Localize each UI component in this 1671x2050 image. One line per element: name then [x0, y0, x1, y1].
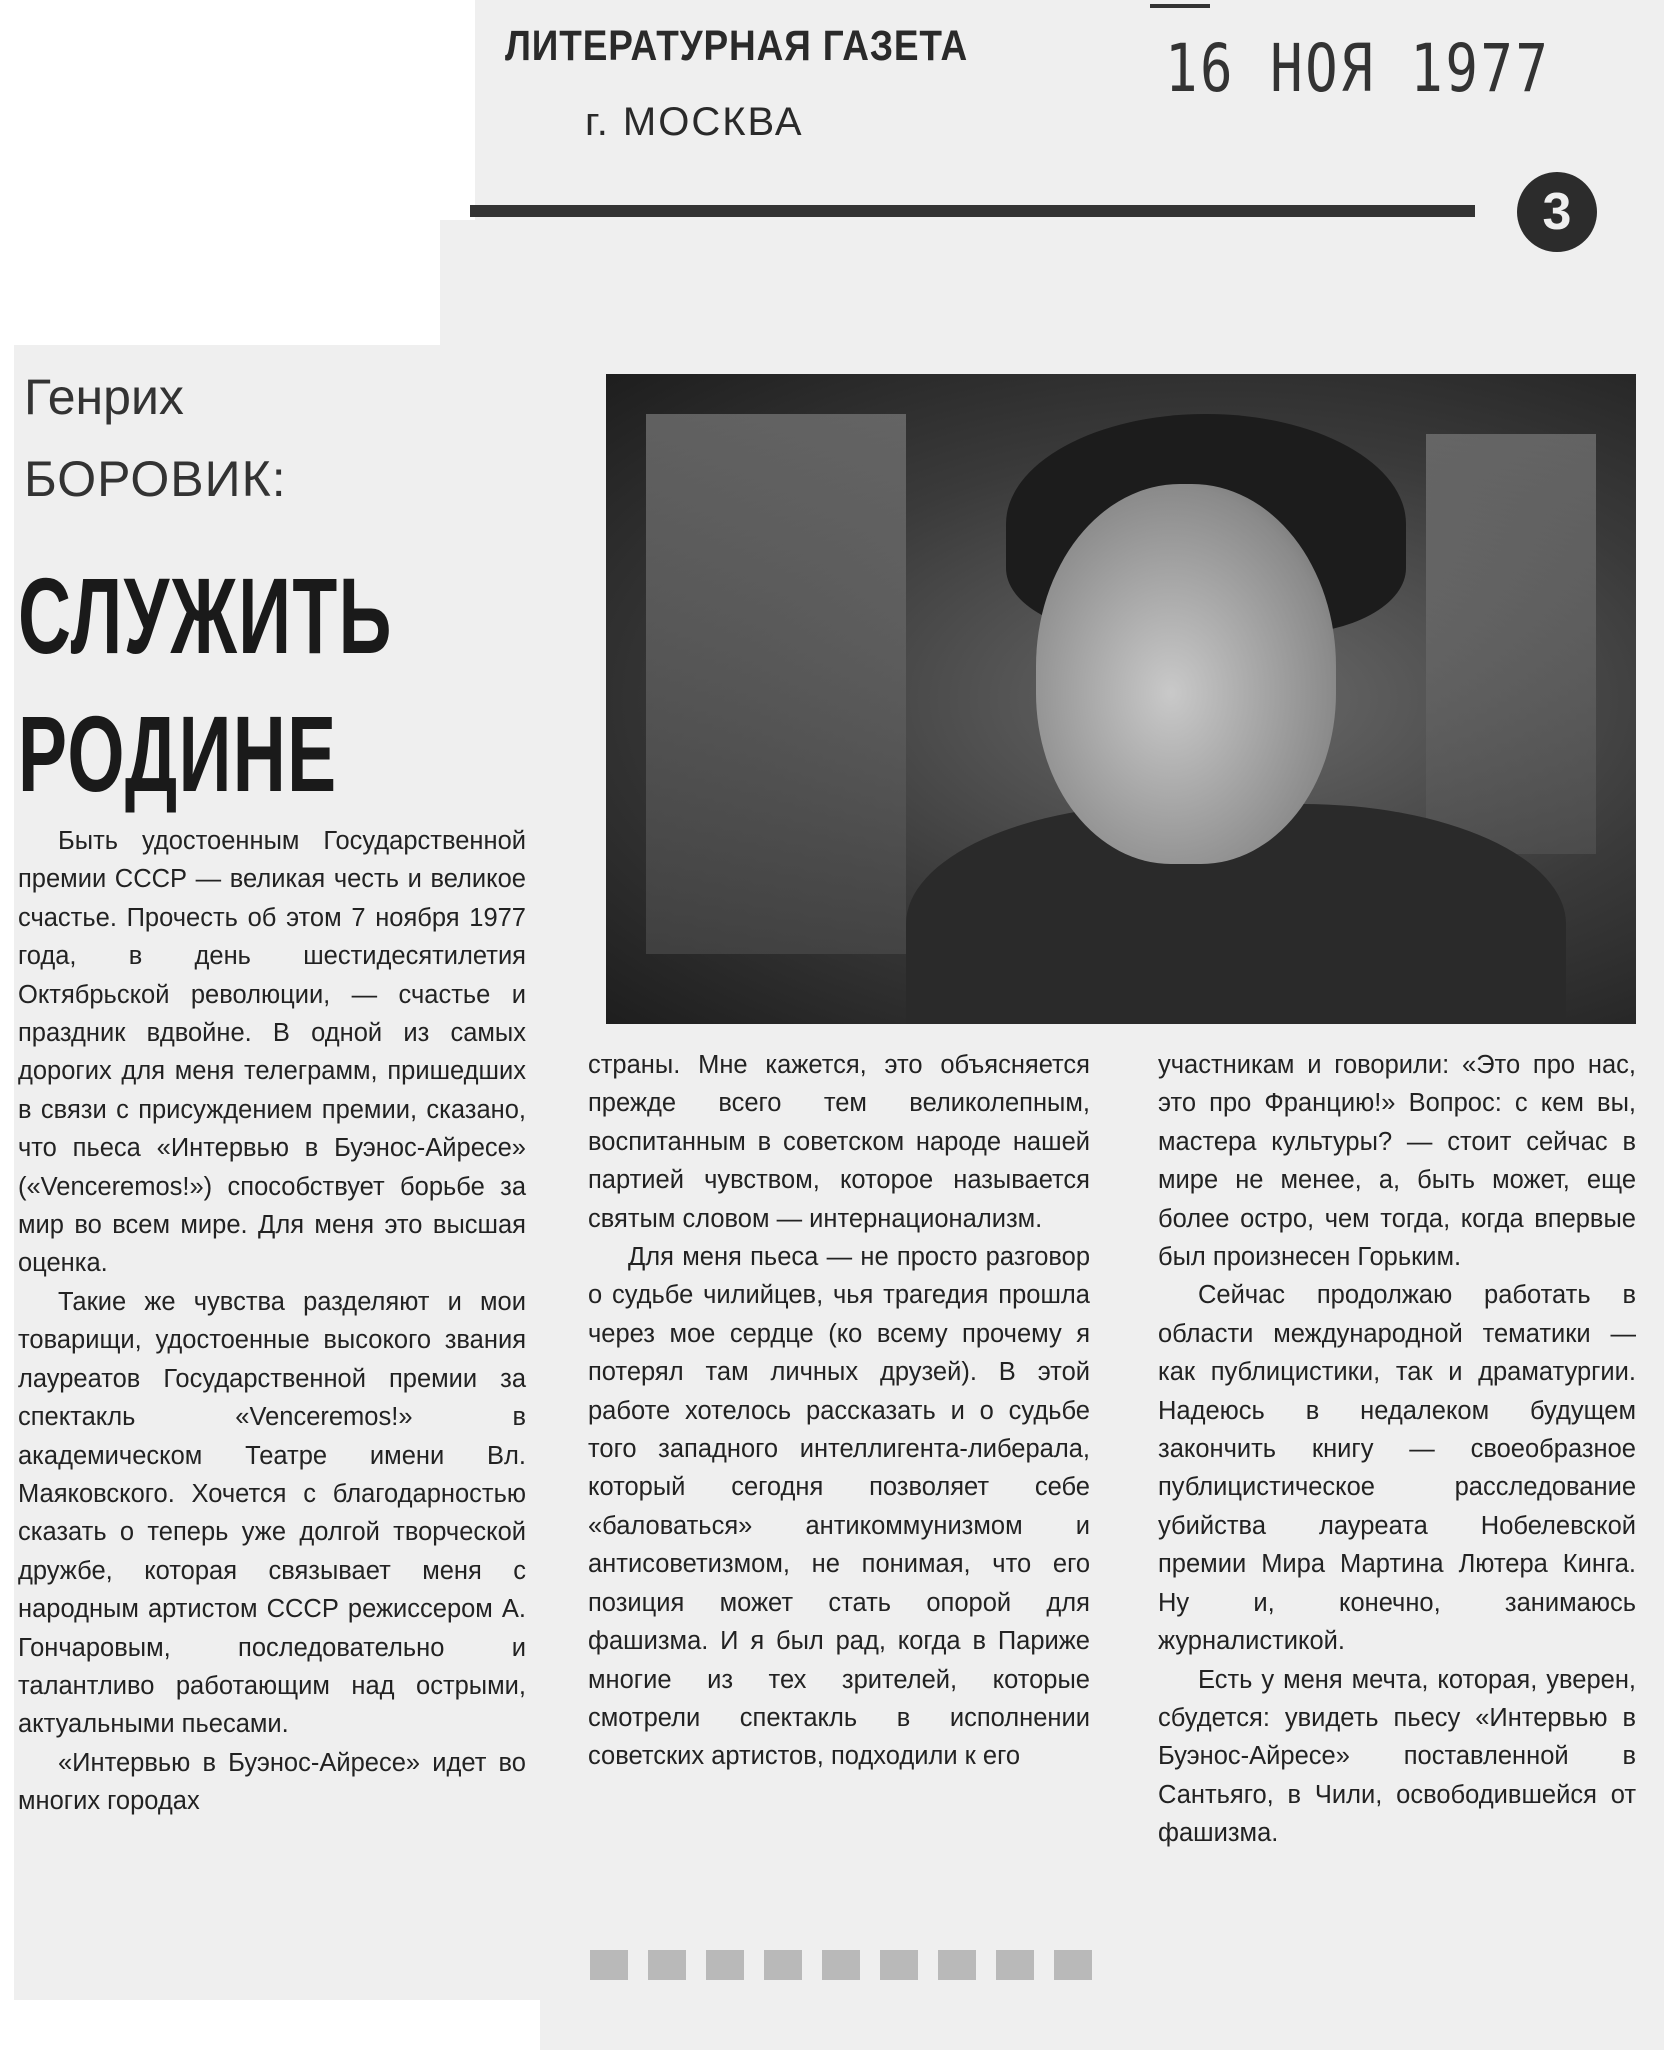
- photo-background: [646, 414, 906, 954]
- article-column-2: [588, 1046, 1090, 1776]
- author-photo: [606, 374, 1636, 1024]
- city-stamp: г. МОСКВА: [585, 100, 804, 144]
- paragraph: Быть удостоенным Государственной премии СССР — великая честь и великое счастье. Прочесть об этом 7 ноября 1977 года, в день шестидесятилетия Октябрьской революции, — счастье и праздник вдвойне. В одной из самых дорогих для меня телеграмм, пришедших в связи с присуждением премии, сказано, что пьеса «Интервью в Буэнос-Айресе» («Venceremos!») способствует борьбе за мир во всем мире. Для меня это высшая оценка.: [18, 827, 526, 1278]
- page-number-badge: 3: [1517, 172, 1597, 252]
- paragraph: Для меня пьеса — не просто разговор о судьбе чилийцев, чья трагедия прошла через мое сердце (ко всему прочему я потерял там личных друзей). В этой работе хотелось рассказать и о судьбе того западного интеллигента-либерала, который сегодня позволяет себе «баловаться» антикоммунизмом и антисоветизмом, не понимая, что его позиция может стать опорой для фашизма. И я был рад, когда в Париже многие из тех зрителей, которые смотрели спектакль в исполнении советских артистов, подходили к его: [588, 1243, 1090, 1771]
- author-first-name: Генрих: [24, 369, 184, 425]
- header-rule: [470, 205, 1475, 217]
- paragraph: «Интервью в Буэнос-Айресе» идет во многих городах: [18, 1748, 526, 1816]
- paragraph: участникам и говорили: «Это про нас, это про Францию!» Вопрос: с кем вы, мастера культуры? — стоит сейчас в мире не менее, а, быть может, еще более остро, чем тогда, когда впервые был произнесен Горьким.: [1158, 1051, 1636, 1272]
- clipping-edge: [440, 220, 480, 360]
- torn-edge: [0, 2000, 540, 2050]
- article-column-1: [18, 822, 526, 1821]
- date-stamp: 16 НОЯ 1977: [1165, 30, 1551, 107]
- photo-background: [1426, 434, 1596, 854]
- article-column-3: [1158, 1046, 1636, 1853]
- paragraph: страны. Мне кажется, это объясняется прежде всего тем великолепным, воспитанным в советском народе нашей партией чувством, которое называется святым словом — интернационализм.: [588, 1051, 1090, 1233]
- paragraph: Сейчас продолжаю работать в области международной тематики — как публицистики, так и драматургии. Надеюсь в недалеком будущем закончить книгу — своеобразное публицистическое расследование убийства лауреата Нобелевской премии Мира Мартина Лютера Кинга. Ну и, конечно, занимаюсь журналистикой.: [1158, 1281, 1636, 1656]
- headline-line-1: СЛУЖИТЬ: [18, 555, 393, 676]
- headline-line-2: РОДИНЕ: [18, 693, 338, 814]
- photo-figure-face: [1036, 484, 1336, 864]
- newspaper-title: ЛИТЕРАТУРНАЯ ГАЗЕТА: [505, 22, 969, 70]
- paragraph: Такие же чувства разделяют и мои товарищи, удостоенные высокого звания лауреатов Государственной премии за спектакль «Venceremos!» в академическом Театре имени Вл. Маяковского. Хочется с благодарностью сказать о теперь уже долгой творческой дружбе, которая связывает меня с народным артистом СССР режиссером А. Гончаровым, последовательно и талантливо работающим над острыми, актуальными пьесами.: [18, 1287, 526, 1739]
- torn-bottom-edge: [590, 1950, 1110, 1980]
- author-last-name: БОРОВИК:: [24, 451, 287, 507]
- paragraph: Есть у меня мечта, которая, уверен, сбудется: увидеть пьесу «Интервью в Буэнос-Айресе» поставленной в Сантьяго, в Чили, освободившейся от фашизма.: [1158, 1665, 1636, 1848]
- stamp-mark: [1150, 4, 1210, 8]
